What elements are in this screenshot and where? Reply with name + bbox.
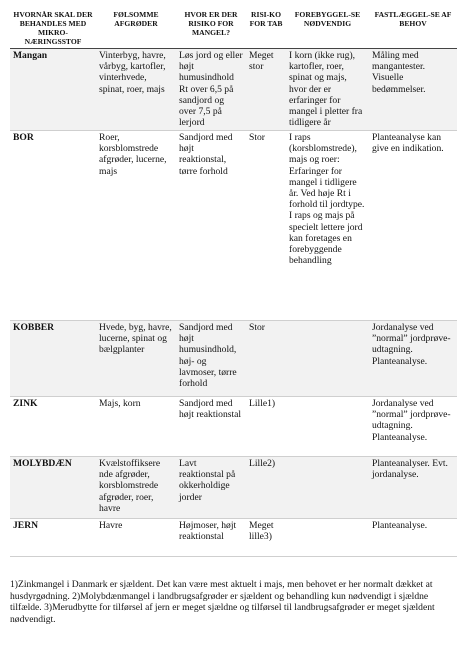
header-crops: FØLSOMME AFGRØDER	[96, 8, 176, 49]
cell-assessment: Jordanalyse ved ”normal” jordprøve-udtagning. Planteanalyse.	[369, 321, 457, 397]
cell-risk-condition: Sandjord med højt reaktionstal, tørre forhold	[176, 131, 246, 321]
cell-nutrient: KOBBER	[10, 321, 96, 397]
cell-crops: Hvede, byg, havre, lucerne, spinat og bælgplanter	[96, 321, 176, 397]
table-row-bor	[10, 131, 457, 321]
cell-nutrient: JERN	[10, 519, 96, 557]
table-row-zink	[10, 397, 457, 457]
cell-crops: Kvælstoffiksere nde afgrøder, korsblomstrede afgrøder, roer, havre	[96, 457, 176, 519]
cell-crops: Majs, korn	[96, 397, 176, 457]
cell-assessment: Planteanalyser. Evt. jordanalyse.	[369, 457, 457, 519]
cell-risk-condition: Løs jord og eller højt humusindhold Rt over 6,5 på sandjord og over 7,5 på lerjord	[176, 49, 246, 131]
header-risk-loss: RISI-KO FOR TAB	[246, 8, 286, 49]
cell-crops: Vinterbyg, havre, vårbyg, kartofler, vinterhvede, spinat, roer, majs	[96, 49, 176, 131]
cell-assessment: Jordanalyse ved ”normal” jordprøve-udtagning. Planteanalyse.	[369, 397, 457, 457]
cell-prevention	[286, 397, 369, 457]
cell-risk-loss: Meget stor	[246, 49, 286, 131]
cell-nutrient: ZINK	[10, 397, 96, 457]
cell-risk-loss: Stor	[246, 131, 286, 321]
header-nutrient: HVORNÅR SKAL DER BEHANDLES MED MIKRO-NÆRINGSSTOF	[10, 8, 96, 49]
cell-risk-condition: Sandjord med højt reaktionstal	[176, 397, 246, 457]
cell-risk-loss: Lille1)	[246, 397, 286, 457]
cell-risk-condition: Lavt reaktionstal på okkerholdige jorder	[176, 457, 246, 519]
cell-prevention	[286, 519, 369, 557]
header-prevention: FOREBYGGEL-SE NØDVENDIG	[286, 8, 369, 49]
cell-assessment: Planteanalyse kan give en indikation.	[369, 131, 457, 321]
cell-risk-loss: Stor	[246, 321, 286, 397]
cell-nutrient: BOR	[10, 131, 96, 321]
cell-crops: Roer, korsblomstrede afgrøder, lucerne, majs	[96, 131, 176, 321]
cell-prevention	[286, 321, 369, 397]
header-assessment: FASTLÆGGEL-SE AF BEHOV	[369, 8, 457, 49]
cell-nutrient: MOLYBDÆN	[10, 457, 96, 519]
cell-prevention	[286, 457, 369, 519]
table-row-jern	[10, 519, 457, 557]
table-row-molybdaen	[10, 457, 457, 519]
cell-crops: Havre	[96, 519, 176, 557]
cell-prevention: I korn (ikke rug), kartofler, roer, spinat og majs, hvor der er erfaringer for mangel i pletter fra tidligere år	[286, 49, 369, 131]
header-risk-condition: HVOR ER DER RISIKO FOR MANGEL?	[176, 8, 246, 49]
cell-risk-loss: Meget lille3)	[246, 519, 286, 557]
footnote-text: 1)Zinkmangel i Danmark er sjældent. Det kan være mest aktuelt i majs, men behovet er her normalt dækket at husdyrgødning. 2)Molybdænmangel i landbrugsafgrøder er sjældent og behandling kun nødvendigt i sjældne tilfælde. 3)Merudbytte for tilførsel af jern er meget sjældne og tilførsel til landbrugsafgrøder er meget sjældent nødvendigt.	[10, 579, 435, 625]
cell-assessment: Planteanalyse.	[369, 519, 457, 557]
cell-risk-condition: Højmoser, højt reaktionstal	[176, 519, 246, 557]
cell-assessment: Måling med mangantester. Visuelle bedømmelser.	[369, 49, 457, 131]
cell-risk-loss: Lille2)	[246, 457, 286, 519]
header-row	[10, 8, 457, 49]
cell-risk-condition: Sandjord med højt humusindhold, høj- og lavmoser, tørre forhold	[176, 321, 246, 397]
table-row-kobber	[10, 321, 457, 397]
table-row-mangan	[10, 49, 457, 131]
cell-prevention: I raps (korsblomstrede), majs og roer: Erfaringer for mangel i tidligere år. Ved høje Rt i forhold til jordtype. I raps og majs på specielt lettere jord kan foretages en forebyggende behandling	[286, 131, 369, 321]
micronutrient-table	[10, 8, 457, 557]
cell-nutrient: Mangan	[10, 49, 96, 131]
